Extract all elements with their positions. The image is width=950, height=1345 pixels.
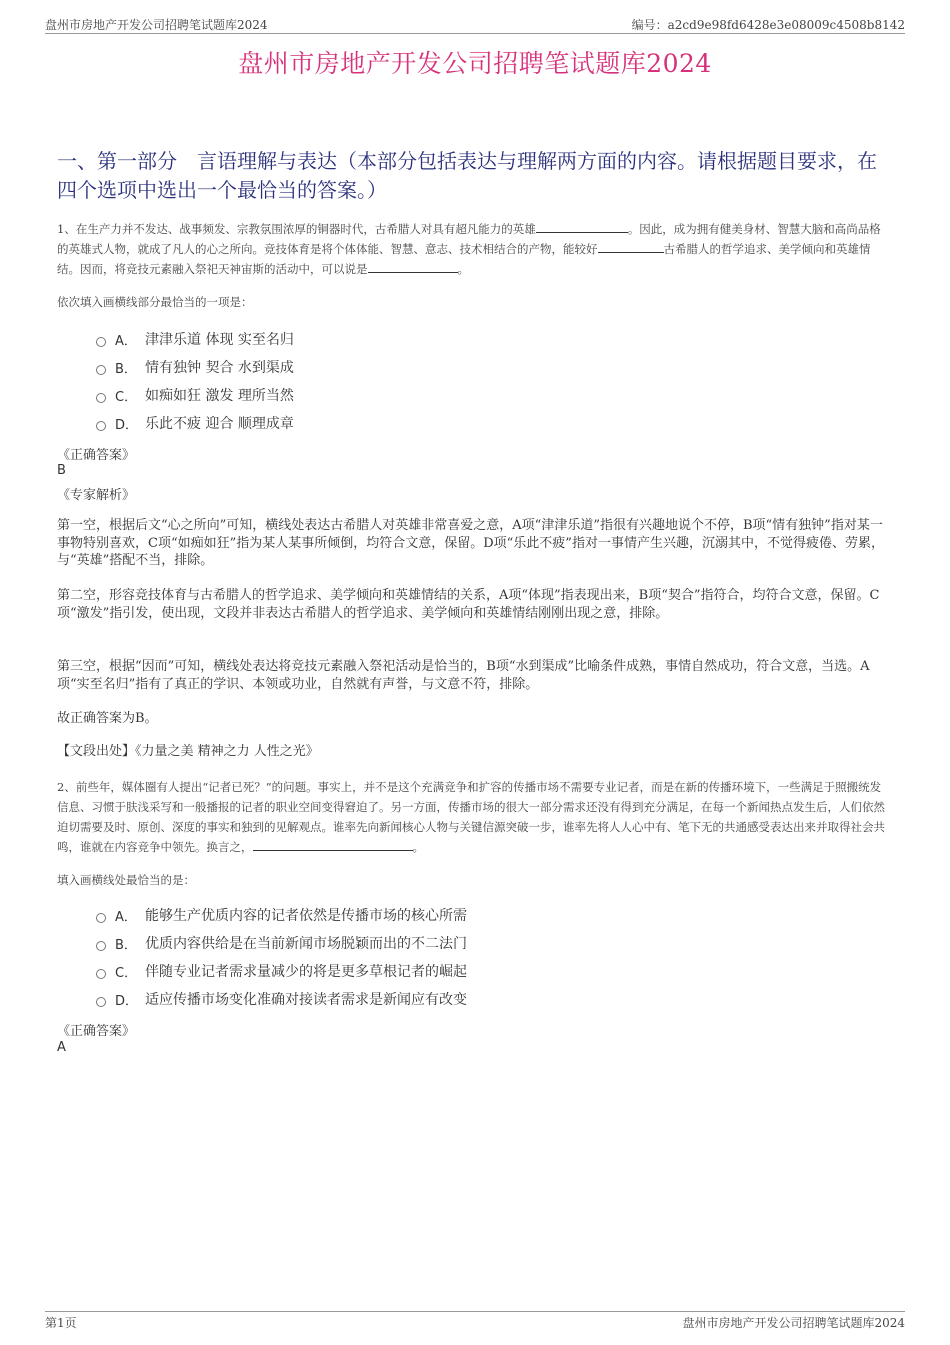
header-document-id: 编号：a2cd9e98fd6428e3e08009c4508b8142 <box>631 18 905 32</box>
option-letter: A． <box>115 909 137 925</box>
option-letter: C． <box>115 965 138 981</box>
analysis-conclusion: 故正确答案为B。 <box>57 711 158 726</box>
section-heading: 一、第一部分 言语理解与表达（本部分包括表达与理解两方面的内容。请根据题目要求，在四个选项中选出一个最恰当的答案。） <box>57 149 877 202</box>
option-text: 能够生产优质内容的记者依然是传播市场的核心所需 <box>145 908 467 924</box>
page-title: 盘州市房地产开发公司招聘笔试题库2024 <box>238 49 712 78</box>
option-text: 津津乐道 体现 实至名归 <box>145 332 294 348</box>
question-2-text: 2、前些年，媒体圈有人提出“记者已死？”的问题。事实上，并不是这个充满竞争和扩容的传播市场不需要专业记者，而是在新的传播环境下，一些满足于照搬统发信息、习惯于肤浅采写和一般播报的记者的职业空间变得窘迫了。另一方面，传播市场的很大一部分需求还没有得到充分满足，在每一个新闻热点发生后，人们依然迫切需要及时、原创、深度的事实和独到的见解观点。谁率先向新闻核心人物与关键信源突破一步，谁率先将人人心中有、笔下无的共通感受表达出来并取得社会共鸣，谁就在内容竞争中领先。换言之， 。 <box>57 780 885 854</box>
question-1-text: 1、在生产力并不发达、战事频发、宗教氛围浓厚的铜器时代，古希腊人对具有超凡能力的英雄 。因此，成为拥有健美身材、智慧大脑和高尚品格的英雄式人物，就成了凡人的心之所向。竞技体育是将个体体能、智慧、意志、技术相结合的产物，能较好 古希腊人的哲学追求、美学倾向和英雄情结。因而，将竞技元素融入祭祀天神宙斯的活动中，可以说是 。 <box>57 222 881 276</box>
question-1-prompt: 依次填入画横线部分最恰当的一项是： <box>57 295 253 309</box>
blank-2 <box>598 240 664 253</box>
question-2-option-d[interactable] <box>96 989 467 1009</box>
blank-1 <box>253 838 413 851</box>
page-number: 第1页 <box>45 1316 77 1330</box>
radio-icon[interactable] <box>96 337 106 347</box>
option-text: 情有独钟 契合 水到渠成 <box>145 360 294 376</box>
question-1-answer: B <box>57 463 66 478</box>
radio-icon[interactable] <box>96 941 106 951</box>
radio-icon[interactable] <box>96 393 106 403</box>
footer-divider <box>45 1311 905 1312</box>
question-2-option-a[interactable] <box>96 905 467 925</box>
blank-3 <box>368 260 458 273</box>
question-1-option-d[interactable] <box>96 413 294 433</box>
radio-icon[interactable] <box>96 997 106 1007</box>
question-2-option-c[interactable] <box>96 961 467 981</box>
question-2-answer: A <box>57 1040 66 1055</box>
question-1-answer-label: 《正确答案》 <box>57 448 136 463</box>
analysis-paragraph-1: 第一空，根据后文“心之所向”可知，横线处表达古希腊人对英雄非常喜爱之意，A项“津津乐道”指很有兴趣地说个不停，B项“情有独钟”指对某一事物特别喜欢，C项“如痴如狂”指为某人某事所倾倒，均符合文意，保留。D项“乐此不疲”指对一事情产生兴趣，沉溺其中，不觉得疲倦、劳累，与“英雄”搭配不当，排除。 <box>57 518 884 568</box>
question-2-answer-label: 《正确答案》 <box>57 1024 136 1039</box>
header-divider <box>45 33 905 34</box>
question-1-analysis-label: 《专家解析》 <box>57 488 136 503</box>
question-1-option-c[interactable] <box>96 385 294 405</box>
radio-icon[interactable] <box>96 969 106 979</box>
question-1-source: 【文段出处】《力量之美 精神之力 人性之光》 <box>57 744 319 759</box>
option-letter: C． <box>115 389 138 405</box>
option-text: 优质内容供给是在当前新闻市场脱颖而出的不二法门 <box>145 936 467 952</box>
header-left-title: 盘州市房地产开发公司招聘笔试题库2024 <box>45 18 268 32</box>
blank-1 <box>536 220 628 233</box>
question-2-option-b[interactable] <box>96 933 467 953</box>
option-letter: B． <box>115 361 137 377</box>
option-letter: D． <box>115 993 139 1009</box>
radio-icon[interactable] <box>96 421 106 431</box>
radio-icon[interactable] <box>96 913 106 923</box>
option-text: 如痴如狂 激发 理所当然 <box>145 388 294 404</box>
option-letter: A． <box>115 333 137 349</box>
option-text: 伴随专业记者需求量减少的将是更多草根记者的崛起 <box>145 964 467 980</box>
option-letter: B． <box>115 937 137 953</box>
question-1-option-a[interactable] <box>96 329 294 349</box>
option-text: 适应传播市场变化准确对接读者需求是新闻应有改变 <box>145 992 467 1008</box>
option-text: 乐此不疲 迎合 顺理成章 <box>145 416 294 432</box>
footer-title: 盘州市房地产开发公司招聘笔试题库2024 <box>682 1316 905 1330</box>
question-1-option-b[interactable] <box>96 357 294 377</box>
radio-icon[interactable] <box>96 365 106 375</box>
option-letter: D． <box>115 417 139 433</box>
analysis-paragraph-3: 第三空，根据“因而”可知，横线处表达将竞技元素融入祭祀活动是恰当的，B项“水到渠成”比喻条件成熟，事情自然成功，符合文意，当选。A项“实至名归”指有了真正的学识、本领或功业，自然就有声誉，与文意不符，排除。 <box>57 659 870 692</box>
analysis-paragraph-2: 第二空，形容竞技体育与古希腊人的哲学追求、美学倾向和英雄情结的关系，A项“体现”指表现出来，B项“契合”指符合，均符合文意，保留。C项“激发”指引发，使出现，文段并非表达古希腊人的哲学追求、美学倾向和英雄情结刚刚出现之意，排除。 <box>57 588 880 621</box>
question-2-prompt: 填入画横线处最恰当的是： <box>57 873 195 887</box>
